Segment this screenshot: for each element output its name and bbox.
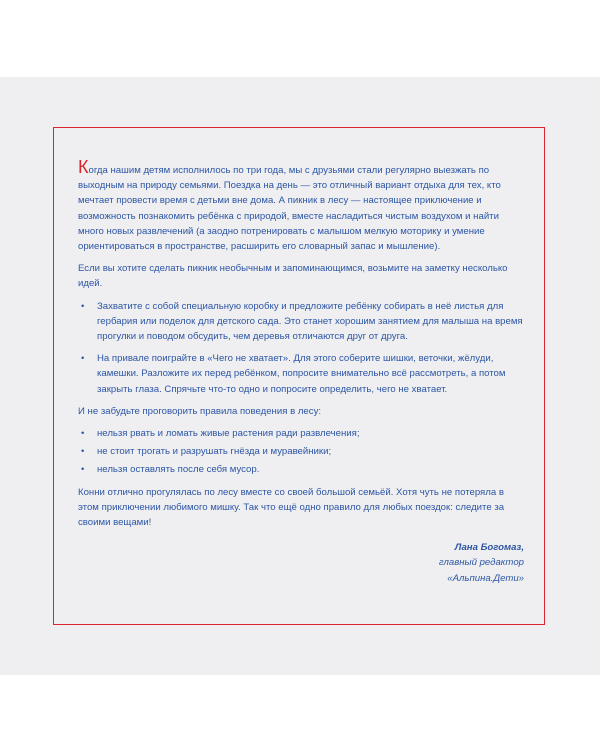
signature xyxy=(78,540,524,586)
list-item xyxy=(78,444,524,459)
intro-text: огда нашим детям исполнилось по три года, мы с друзьями стали регулярно выезжать по выходным на природу семьями. Поездка на день — это отличный вариант отдыха для тех, кто мечтает провести время с детьми вне дома. А пикник в лесу — настоящее приключение и возможность познакомить ребёнка с природой, вместе насладиться чистым воздухом и найти много новых развлечений (а заодно потренировать с малышом мелкую моторику и умение ориентироваться в пространстве, расширить его словарный запас и мышление). xyxy=(78,165,501,253)
bullet-icon: • xyxy=(81,464,85,476)
signature-name: Лана Богомаз, xyxy=(454,542,524,554)
signature-org: «Альпина.Дети» xyxy=(447,572,524,584)
bullet-icon: • xyxy=(81,300,85,312)
bullet-icon: • xyxy=(81,446,85,458)
foreword-text xyxy=(78,157,524,586)
rule-text: нельзя оставлять после себя мусор. xyxy=(97,464,260,476)
tip-text: Захватите с собой специальную коробку и предложите ребёнку собирать в неё листья для гербария или поделок для детского сада. Это станет хорошим занятием для малыша на время прогулки и поводом обсудить, чем деревья отличаются друг от друга. xyxy=(97,300,523,343)
rules-list xyxy=(78,426,524,478)
list-item xyxy=(78,426,524,441)
red-frame xyxy=(53,127,545,625)
list-item xyxy=(78,462,524,477)
book-page xyxy=(0,77,600,675)
rules-intro: И не забудьте проговорить правила поведения в лесу: xyxy=(78,405,322,417)
signature-role: главный редактор xyxy=(438,557,524,569)
intro-paragraph xyxy=(78,157,524,254)
closing-paragraph: Конни отлично прогулялась по лесу вместе со своей большой семьёй. Хотя чуть не потеряла в этом приключении любимого мишку. Так что ещё одно правило для любых поездок: следите за своими вещами! xyxy=(78,486,505,529)
drop-cap: К xyxy=(78,157,89,177)
list-item xyxy=(78,299,524,345)
rule-text: не стоит трогать и разрушать гнёзда и муравейники; xyxy=(97,446,332,458)
tips-list xyxy=(78,299,524,397)
rule-text: нельзя рвать и ломать живые растения ради развлечения; xyxy=(97,428,360,440)
tips-intro: Если вы хотите сделать пикник необычным и запоминающимся, возьмите на заметку несколько идей. xyxy=(78,263,508,290)
list-item xyxy=(78,351,524,397)
bullet-icon: • xyxy=(81,353,85,365)
tip-text: На привале поиграйте в «Чего не хватает». Для этого соберите шишки, веточки, жёлуди, камешки. Разложите их перед ребёнком, попросите внимательно всё рассмотреть, а потом закрыть глаза. Спрячьте что-то одно и попросите определить, чего не хватает. xyxy=(97,353,506,395)
bullet-icon: • xyxy=(81,428,85,440)
